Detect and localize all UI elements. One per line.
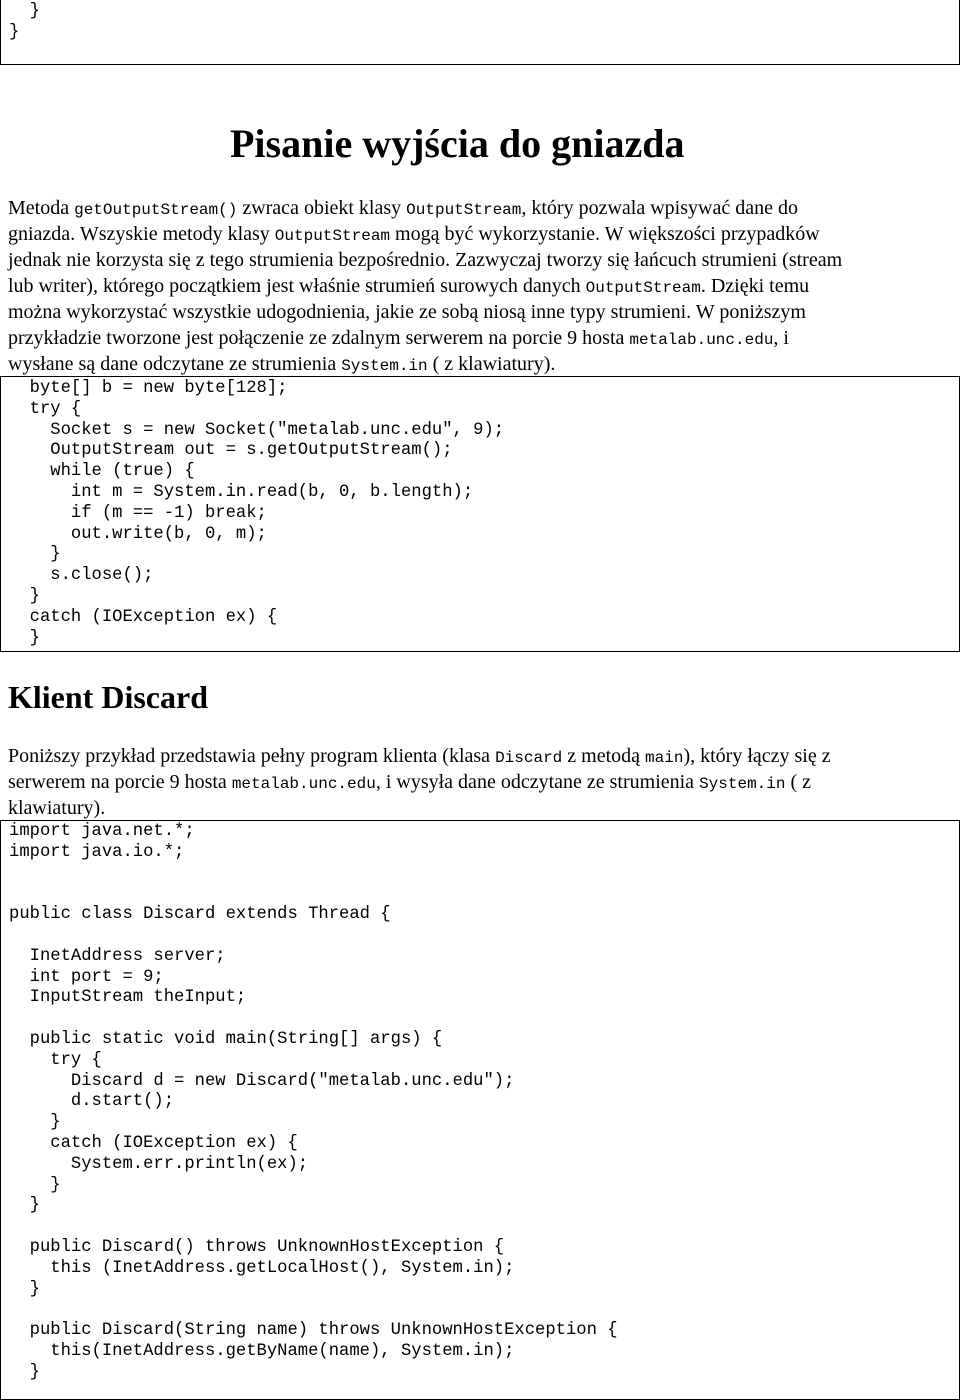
code-line: } [9, 1175, 61, 1195]
code-line: } [9, 545, 61, 565]
code-line: catch (IOException ex) { [9, 607, 278, 627]
code-line: int port = 9; [9, 967, 164, 987]
inline-code: main [645, 749, 684, 767]
code-line: } [9, 628, 40, 648]
code-line: public static void main(String[] args) { [9, 1030, 443, 1049]
text-run: serwerem na porcie 9 hosta [8, 771, 232, 793]
top-code-fragment [0, 0, 960, 65]
text-run: ), który łączy się z [683, 745, 831, 767]
text-run: ( z [785, 771, 812, 793]
text-run: jednak nie korzysta się z tego strumienia bezpośrednio. Zazwyczaj tworzy się łańcuch strumieni (stream [8, 249, 843, 271]
text-run: Metoda [8, 197, 75, 219]
text-run: klawiatury). [8, 797, 106, 819]
code-line: s.close(); [9, 566, 154, 586]
section-title-discard-client: Klient Discard [8, 679, 208, 715]
inline-code: System.in [341, 357, 428, 375]
paragraph-line [8, 221, 948, 247]
inline-code: OutputStream [274, 227, 391, 245]
code-line: public Discard(String name) throws UnknownHostException { [9, 1321, 618, 1341]
section1-paragraph [8, 195, 948, 377]
inline-code: getOutputStream() [74, 201, 238, 219]
inline-code: Discard [495, 749, 563, 767]
text-run: przykładzie tworzone jest połączenie ze zdalnym serwerem na porcie 9 hosta [8, 327, 630, 349]
code-line: import java.io.*; [9, 842, 185, 862]
inline-code: metalab.unc.edu [629, 331, 774, 349]
text-run: mogą być wykorzystanie. W większości przypadków [390, 223, 820, 245]
paragraph-line [8, 325, 948, 351]
code-block-discard-class [0, 820, 960, 1400]
code-line: if (m == -1) break; [9, 503, 267, 523]
text-run: lub writer), którego początkiem jest właśnie strumień surowych danych [8, 275, 586, 297]
text-run: zwraca obiekt klasy [237, 197, 407, 219]
code-line: InetAddress server; [9, 946, 226, 966]
code-line: Discard d = new Discard("metalab.unc.edu"); [9, 1071, 515, 1091]
inline-code: OutputStream [406, 201, 522, 219]
paragraph-line [8, 299, 948, 325]
code-line: d.start(); [9, 1092, 175, 1112]
text-run: , który pozwala wpisywać dane do [521, 197, 798, 219]
text-run: gniazda. Wszyskie metody klasy [8, 223, 275, 245]
code-line: } [9, 587, 40, 606]
text-run: można wykorzystać wszystkie udogodnienia, jakie ze sobą niosą inne typy strumieni. W poniższym [8, 301, 806, 323]
code-line: catch (IOException ex) { [9, 1134, 298, 1153]
paragraph-line [8, 743, 948, 769]
code-line: try { [9, 399, 82, 419]
code-line: InputStream theInput; [9, 988, 247, 1008]
code-line: } [9, 1279, 40, 1299]
code-line: OutputStream out = s.getOutputStream(); [9, 441, 453, 461]
code-line: out.write(b, 0, m); [9, 524, 267, 544]
code-block-socket-write [0, 376, 960, 652]
inline-code: OutputStream [585, 279, 701, 297]
text-run: ( z klawiatury). [427, 353, 556, 375]
code-line: } [9, 1113, 61, 1133]
inline-code: System.in [699, 775, 786, 793]
section-title-writing-output: Pisanie wyjścia do gniazda [230, 121, 685, 166]
code-line: int m = System.in.read(b, 0, b.length); [9, 483, 474, 502]
inline-code: metalab.unc.edu [231, 775, 376, 793]
section2-paragraph [8, 743, 948, 821]
paragraph-line [8, 247, 948, 273]
paragraph-line [8, 273, 948, 299]
code-line: } [9, 1196, 40, 1216]
paragraph-line [8, 351, 948, 377]
text-run: , i wysyła dane odczytane ze strumienia [375, 771, 700, 793]
code-line: public class Discard extends Thread { [9, 905, 391, 925]
code-line: byte[] b = new byte[128]; [9, 379, 288, 398]
text-run: , i [773, 327, 789, 349]
text-run: Poniższy przykład przedstawia pełny program klienta (klasa [8, 745, 496, 767]
paragraph-line [8, 795, 948, 821]
code-line: Socket s = new Socket("metalab.unc.edu", 9); [9, 420, 505, 440]
code-line: try { [9, 1050, 102, 1070]
code-line: } [9, 1362, 40, 1382]
code-line: import java.net.*; [9, 822, 195, 841]
text-run: wysłane są dane odczytane ze strumienia [8, 353, 342, 375]
paragraph-line [8, 195, 948, 221]
text-run: . Dzięki temu [700, 275, 810, 297]
code-line: while (true) { [9, 462, 195, 482]
code-line: this(InetAddress.getByName(name), System.in); [9, 1342, 515, 1361]
code-line: System.err.println(ex); [9, 1154, 309, 1174]
code-line: public Discard() throws UnknownHostException { [9, 1238, 505, 1257]
code-line: this (InetAddress.getLocalHost(), System.in); [9, 1258, 515, 1278]
text-run: z metodą [562, 745, 646, 767]
code-line: } [9, 22, 20, 42]
paragraph-line [8, 769, 948, 795]
code-line: } [9, 2, 40, 21]
